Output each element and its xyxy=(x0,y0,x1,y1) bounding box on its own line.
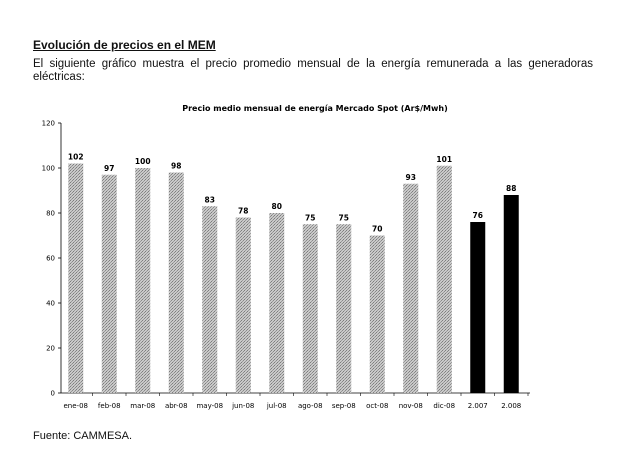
bar-value-label: 102 xyxy=(67,152,84,162)
bar-value-label: 80 xyxy=(271,202,282,211)
y-tick-label: 40 xyxy=(46,299,55,308)
x-category-label: nov-08 xyxy=(398,402,423,410)
x-category-label: feb-08 xyxy=(97,402,121,410)
x-category-label: may-08 xyxy=(196,402,224,410)
bar-value-label: 100 xyxy=(134,157,151,166)
bar-annual xyxy=(504,195,519,393)
bar-value-label: 101 xyxy=(436,154,453,164)
source-note: Fuente: CAMMESA. xyxy=(33,430,133,442)
chart-labels xyxy=(64,153,522,411)
bar-value-label: 83 xyxy=(204,195,215,205)
x-category-label: sep-08 xyxy=(331,402,356,410)
bar-value-label: 70 xyxy=(372,224,383,234)
bar-monthly xyxy=(169,173,184,394)
bar-value-label: 76 xyxy=(472,211,483,220)
x-category-label: mar-08 xyxy=(130,402,156,410)
x-category-label: jun-08 xyxy=(232,402,255,410)
y-tick-label: 100 xyxy=(41,164,55,173)
chart-title: Precio medio mensual de energía Mercado Spot (Ar$/Mwh) xyxy=(182,104,448,113)
y-tick-label: 20 xyxy=(46,344,55,353)
bar-value-label: 75 xyxy=(305,213,316,223)
bar-monthly xyxy=(303,224,318,393)
x-category-label: jul-08 xyxy=(266,402,287,410)
section-heading: Evolución de precios en el MEM xyxy=(33,38,216,52)
y-tick-label: 80 xyxy=(46,209,55,218)
intro-paragraph: El siguiente gráfico muestra el precio promedio mensual de la energía remunerada a las generadoras eléctricas: xyxy=(33,58,593,83)
bar-value-label: 98 xyxy=(171,161,182,171)
bar-monthly xyxy=(102,175,117,393)
bar-value-label: 93 xyxy=(405,172,416,182)
bar-monthly xyxy=(437,166,452,393)
y-tick-label: 120 xyxy=(41,119,55,128)
bar-value-label: 75 xyxy=(338,213,349,223)
x-category-label: 2.007 xyxy=(467,402,488,410)
y-tick-label: 60 xyxy=(46,254,55,263)
bar-value-label: 78 xyxy=(238,206,249,216)
bar-monthly xyxy=(336,224,351,393)
bar-monthly xyxy=(236,218,251,394)
bar-value-label: 97 xyxy=(104,163,115,173)
x-category-label: oct-08 xyxy=(366,402,389,410)
bar-monthly xyxy=(269,213,284,393)
x-category-label: abr-08 xyxy=(164,402,188,410)
bar-monthly xyxy=(403,184,418,393)
x-category-label: ene-08 xyxy=(63,402,88,410)
bar-annual xyxy=(470,222,485,393)
bar-monthly xyxy=(68,164,83,394)
y-tick-label: 0 xyxy=(50,389,55,398)
bar-monthly xyxy=(370,236,385,394)
bar-monthly xyxy=(202,206,217,393)
bar-monthly xyxy=(135,168,150,393)
x-category-label: 2.008 xyxy=(501,402,522,410)
x-category-label: dic-08 xyxy=(433,402,456,410)
bar-value-label: 88 xyxy=(506,184,517,193)
x-category-label: ago-08 xyxy=(297,402,323,410)
